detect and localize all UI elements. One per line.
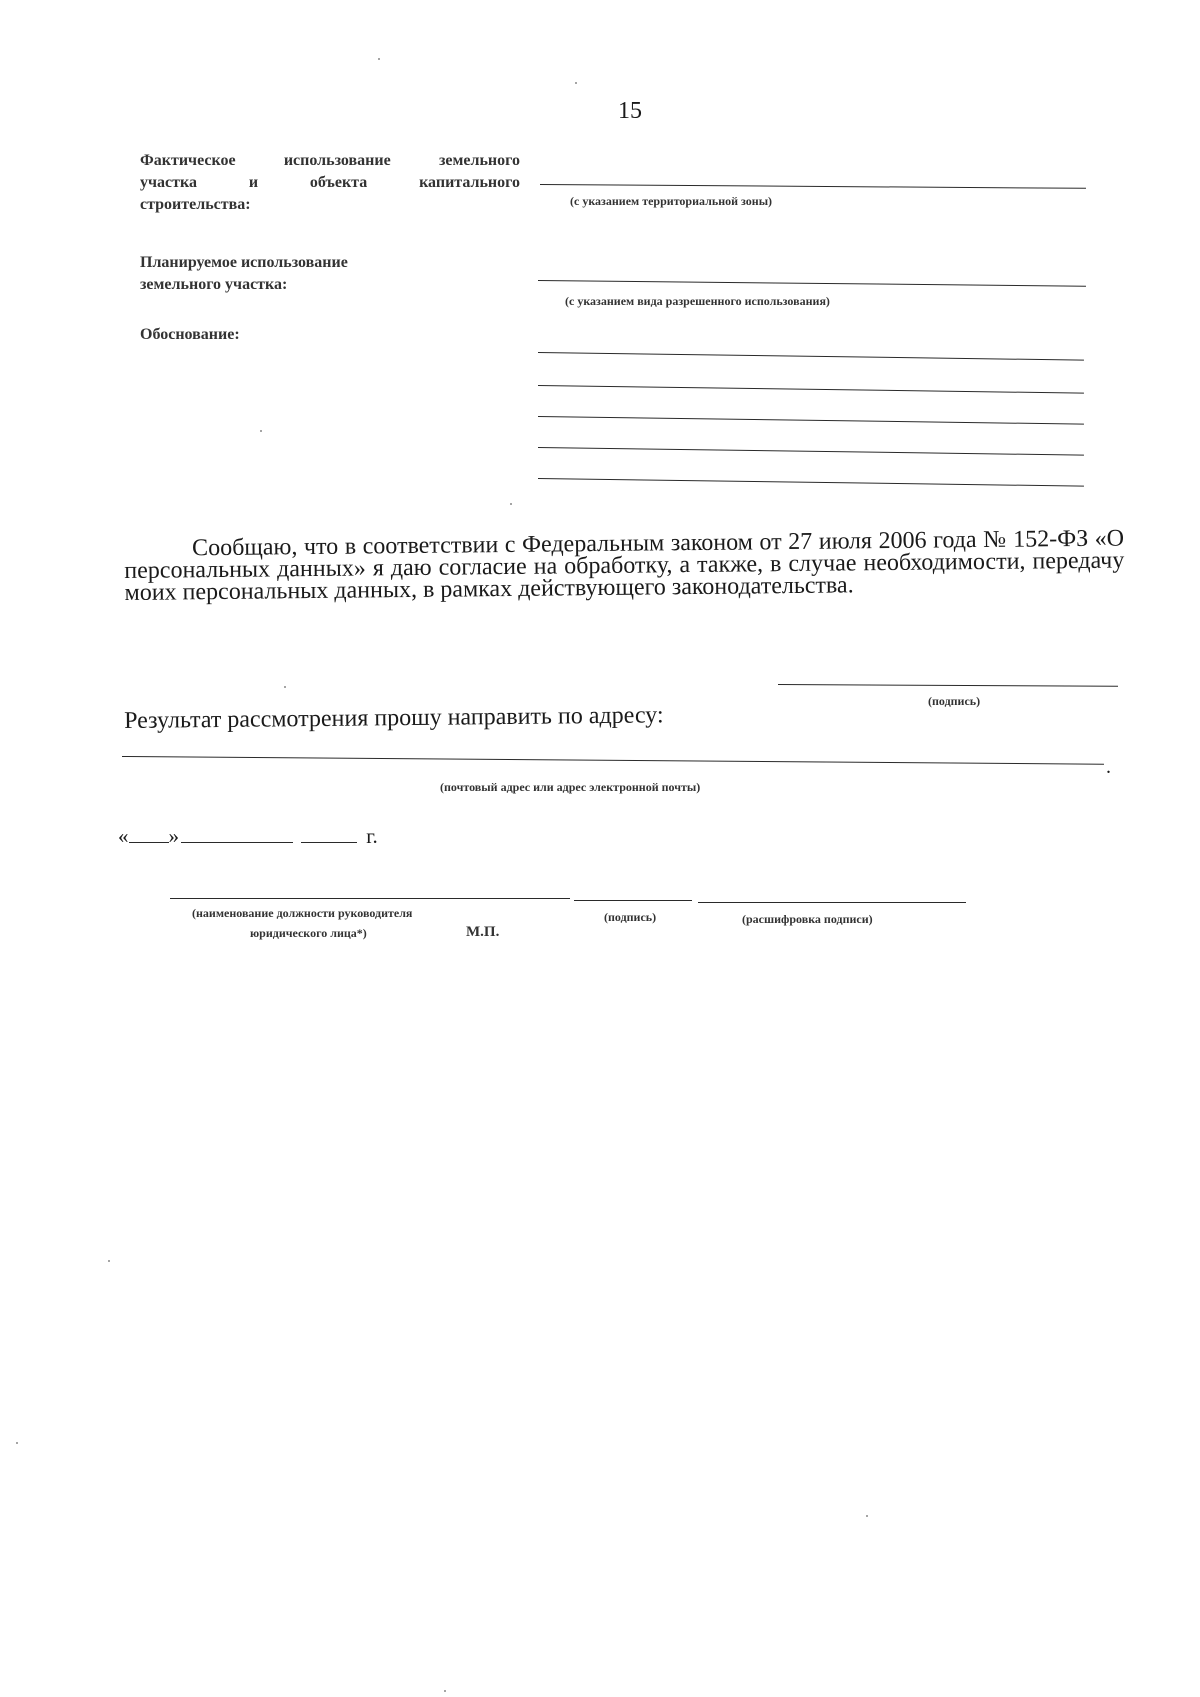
justification-label: Обоснование:	[140, 326, 240, 343]
address-trailing-dot: .	[1106, 756, 1111, 778]
justification-line-4[interactable]	[538, 447, 1084, 456]
actual-use-line[interactable]	[540, 184, 1086, 189]
stamp-label: М.П.	[466, 924, 500, 940]
scan-speck	[444, 1690, 446, 1692]
consent-signature-caption: (подпись)	[928, 694, 981, 708]
scan-speck	[510, 503, 512, 505]
page-number: 15	[618, 98, 642, 124]
justification-line-3[interactable]	[538, 416, 1084, 425]
actual-use-label-line-2: участка и объекта капитального	[140, 174, 520, 191]
scan-speck	[575, 82, 577, 84]
consent-paragraph: Сообщаю, что в соответствии с Федеральным законом от 27 июля 2006 года № 152-ФЗ «О персональных данных» я даю согласие на обработку, а также, в случае необходимости, передачу моих персональных данных, в рамках действующего законодательства.	[124, 525, 1125, 606]
date-year-field[interactable]	[301, 824, 357, 843]
scan-speck	[16, 1442, 18, 1444]
justification-line-5[interactable]	[538, 478, 1084, 487]
position-caption-line-2: юридического лица*)	[250, 926, 367, 940]
result-label: Результат рассмотрения прошу направить по адресу:	[124, 702, 664, 734]
actual-use-label	[140, 150, 520, 216]
signature-decoding-caption: (расшифровка подписи)	[742, 912, 873, 926]
head-signature-caption: (подпись)	[604, 910, 657, 924]
scan-speck	[284, 686, 286, 688]
position-caption-line-1: (наименование должности руководителя	[192, 906, 413, 920]
date-month-field[interactable]	[181, 824, 293, 843]
planned-use-line[interactable]	[538, 280, 1086, 287]
position-line[interactable]	[170, 898, 570, 899]
justification-line-2[interactable]	[538, 385, 1084, 394]
address-caption: (почтовый адрес или адрес электронной почты)	[440, 780, 701, 794]
date-open-quote: «	[118, 824, 129, 848]
date-close-quote: »	[168, 824, 179, 848]
date-year-suffix: г.	[366, 824, 378, 848]
scan-speck	[108, 1260, 110, 1262]
planned-use-label-line-2: земельного участка:	[140, 276, 288, 293]
planned-use-label-line-1: Планируемое использование	[140, 254, 348, 271]
actual-use-label-line-3: строительства:	[140, 196, 251, 213]
address-line[interactable]	[122, 756, 1104, 765]
scan-speck	[866, 1515, 868, 1517]
head-signature-line[interactable]	[574, 900, 692, 901]
date-line	[118, 824, 378, 849]
scan-speck	[260, 430, 262, 432]
planned-use-caption: (с указанием вида разрешенного использования)	[565, 294, 830, 308]
actual-use-caption: (с указанием территориальной зоны)	[570, 194, 773, 208]
planned-use-label	[140, 252, 460, 296]
scan-speck	[378, 58, 380, 60]
consent-signature-line[interactable]	[778, 684, 1118, 687]
actual-use-label-line-1: Фактическое использование земельного	[140, 152, 520, 169]
justification-line-1[interactable]	[538, 352, 1084, 361]
signature-decoding-line[interactable]	[698, 902, 966, 903]
date-day-field[interactable]	[129, 824, 169, 843]
